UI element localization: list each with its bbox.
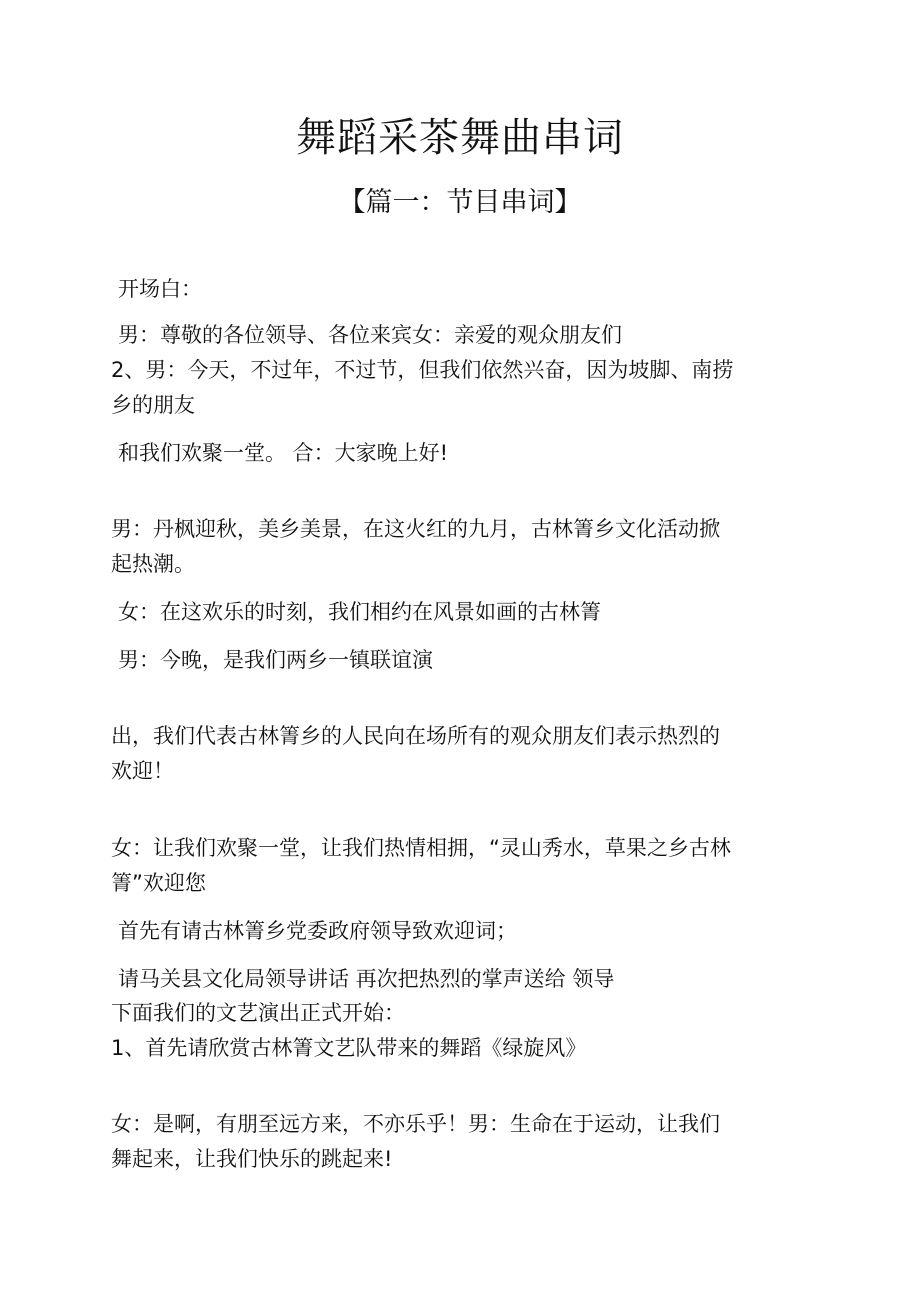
text-line: 首先有请古林箐乡党委政府领导致欢迎词； xyxy=(118,919,517,943)
text-line: 开场白： xyxy=(118,277,202,301)
paragraph-tonight xyxy=(118,643,818,678)
paragraph-moment xyxy=(118,595,818,630)
text-line: 男：尊敬的各位领导、各位来宾女：亲爱的观众朋友们 xyxy=(118,323,622,347)
paragraph-representing xyxy=(111,719,811,789)
text-line: 和我们欢聚一堂。 合：大家晚上好! xyxy=(118,441,449,465)
text-line: 2、男：今天，不过年，不过节，但我们依然兴奋，因为坡脚、南捞 xyxy=(111,358,734,382)
paragraph-2 xyxy=(111,353,811,423)
paragraph-gathering xyxy=(111,831,811,901)
text-line: 请马关县文化局领导讲话 再次把热烈的掌声送给 领导 xyxy=(118,967,615,991)
paragraph-friends xyxy=(111,1107,811,1177)
text-line: 出，我们代表古林箐乡的人民向在场所有的观众朋友们表示热烈的 xyxy=(111,724,720,748)
text-line: 下面我们的文艺演出正式开始： xyxy=(111,1001,405,1025)
paragraph-culture-bureau xyxy=(118,962,818,997)
paragraph-autumn xyxy=(111,512,811,582)
text-line: 男：今晚，是我们两乡一镇联谊演 xyxy=(118,648,433,672)
document-subtitle: 【篇一：节目串词】 xyxy=(338,187,582,218)
paragraph-opening xyxy=(118,272,818,307)
paragraph-greeting xyxy=(118,318,818,353)
document-title: 舞蹈采茶舞曲串词 xyxy=(296,115,624,161)
paragraph-welcome xyxy=(118,436,818,471)
paragraph-first-program xyxy=(111,1031,811,1066)
text-line: 箐”欢迎您 xyxy=(111,871,206,895)
text-line: 舞起来，让我们快乐的跳起来! xyxy=(111,1147,393,1171)
text-line: 女：让我们欢聚一堂，让我们热情相拥，“灵山秀水，草果之乡古林 xyxy=(111,836,731,860)
text-line: 女：在这欢乐的时刻，我们相约在风景如画的古林箐 xyxy=(118,600,601,624)
paragraph-leader-speech xyxy=(118,914,818,949)
paragraph-start xyxy=(111,996,811,1031)
text-line: 1、首先请欣赏古林箐文艺队带来的舞蹈《绿旋风》 xyxy=(111,1036,587,1060)
text-line: 男：丹枫迎秋，美乡美景，在这火红的九月，古林箐乡文化活动掀 xyxy=(111,517,720,541)
text-line: 起热潮。 xyxy=(111,552,195,576)
text-line: 女：是啊，有朋至远方来，不亦乐乎！男：生命在于运动，让我们 xyxy=(111,1112,720,1136)
text-line: 欢迎！ xyxy=(111,759,174,783)
text-line: 乡的朋友 xyxy=(111,393,195,417)
